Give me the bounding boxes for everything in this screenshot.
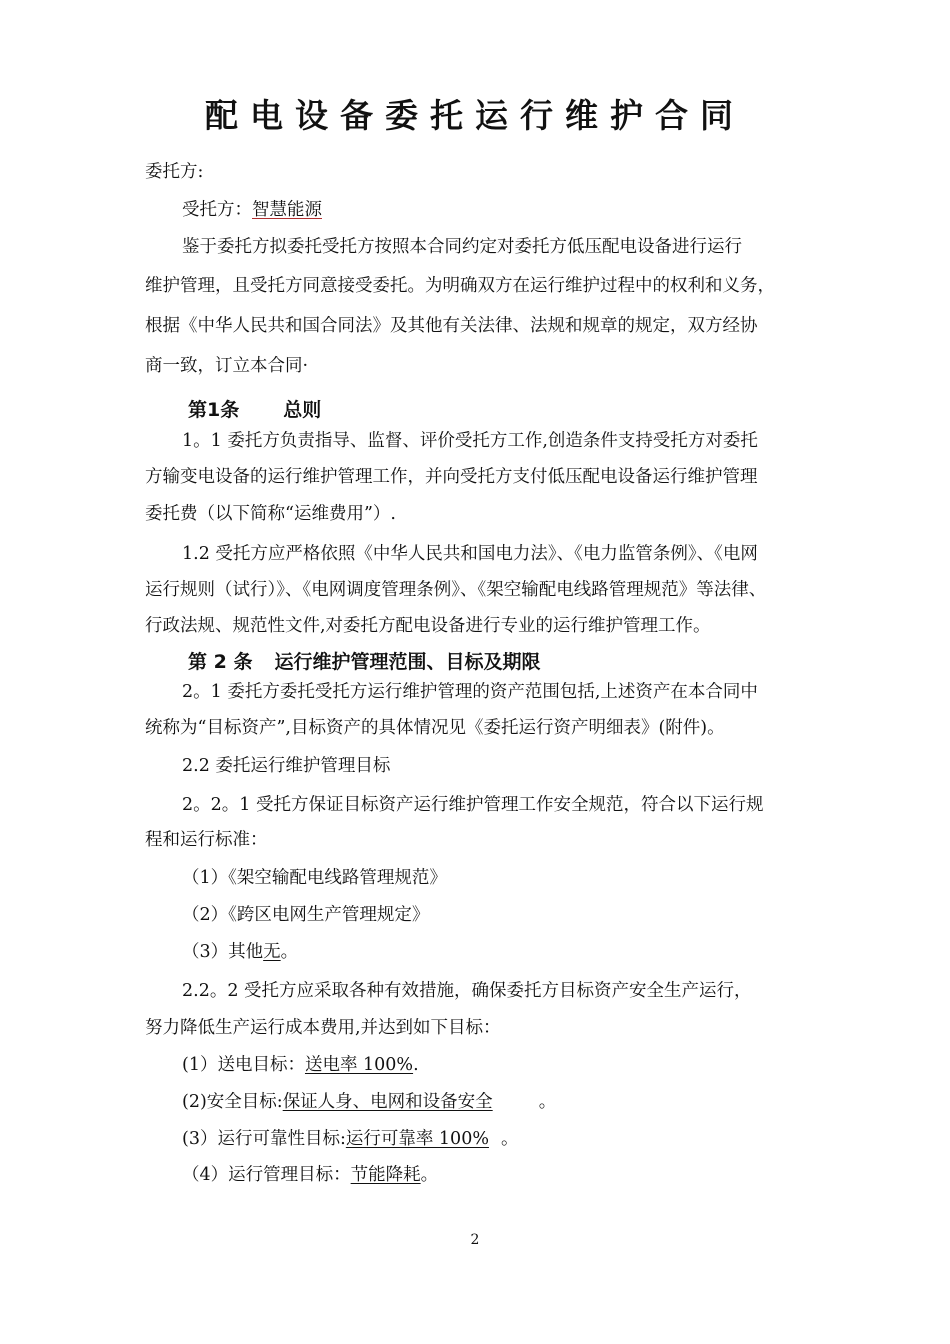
clause-1-1-line: 委托费（以下简称“运维费用”）. [145,504,396,524]
goal-item: (2)安全目标:保证人身、电网和设备安全 。 [182,1092,557,1112]
goal-value: 保证人身、电网和设备安全 [282,1092,493,1112]
client-label: 委托方: [145,162,204,182]
clause-1-1-line: 方输变电设备的运行维护管理工作，并向受托方支付低压配电设备运行维护管理 [145,467,758,487]
clause-2-2-1-line: 程和运行标准： [145,830,268,850]
article-number: 第1条 [188,399,240,421]
contractor-line [182,196,322,224]
standard-item: （1）《架空输配电线路管理规范》 [182,868,447,888]
clause-2-2-2-line: 2.2。2 受托方应采取各种有效措施，确保委托方目标资产安全生产运行， [182,981,752,1001]
article-2-heading [188,648,540,676]
contractor-label: 受托方： [182,200,252,220]
article-title: 运行维护管理范围、目标及期限 [274,651,541,673]
clause-2-2-1-line: 2。2。1 受托方保证目标资产运行维护管理工作安全规范，符合以下运行规 [182,795,764,815]
page-number: 2 [470,1232,480,1248]
contractor-name: 智慧能源 [252,200,322,220]
goal-value: 送电率 100% [304,1055,414,1075]
standard-item: （2）《跨区电网生产管理规定》 [182,905,430,925]
preamble-line: 商一致，订立本合同· [145,356,309,376]
clause-1-2-line: 1.2 受托方应严格依照《中华人民共和国电力法》、《电力监管条例》、《电网 [182,544,758,564]
standard-other-value: 无 [263,942,281,962]
article-title: 总则 [283,399,322,421]
clause-2-1-line: 统称为“目标资产”,目标资产的具体情况见《委托运行资产明细表》(附件)。 [145,718,725,738]
article-1-heading [188,396,321,424]
goal-item: （4）运行管理目标：节能降耗。 [182,1165,439,1185]
goal-value: 运行可靠率 100% [345,1129,489,1149]
preamble-line: 鉴于委托方拟委托受托方按照本合同约定对委托方低压配电设备进行运行 [182,237,742,257]
clause-1-2-line: 行政法规、规范性文件,对委托方配电设备进行专业的运行维护管理工作。 [145,616,711,636]
goal-value: 节能降耗 [350,1165,421,1185]
clause-2-2-line: 2.2 委托运行维护管理目标 [182,756,391,776]
goal-item: (3）运行可靠性目标:运行可靠率 100% 。 [182,1129,519,1149]
clause-1-1-line: 1。1 委托方负责指导、监督、评价受托方工作,创造条件支持受托方对委托 [182,431,758,451]
preamble-line: 根据《中华人民共和国合同法》及其他有关法律、法规和规章的规定，双方经协 [145,316,758,336]
goal-item: (1）送电目标：送电率 100%. [182,1055,419,1075]
clause-2-2-2-line: 努力降低生产运行成本费用,并达到如下目标： [145,1018,501,1038]
clause-1-2-line: 运行规则（试行）》、《电网调度管理条例》、《架空输配电线路管理规范》等法律、 [145,580,767,600]
preamble-line: 维护管理，且受托方同意接受委托。为明确双方在运行维护过程中的权利和义务， [145,276,775,296]
standard-item: （3）其他无。 [182,942,299,962]
document-title: 配电设备委托运行维护合同 [205,96,745,135]
clause-2-1-line: 2。1 委托方委托受托方运行维护管理的资产范围包括,上述资产在本合同中 [182,682,758,702]
article-number: 第 2 条 [188,651,253,673]
